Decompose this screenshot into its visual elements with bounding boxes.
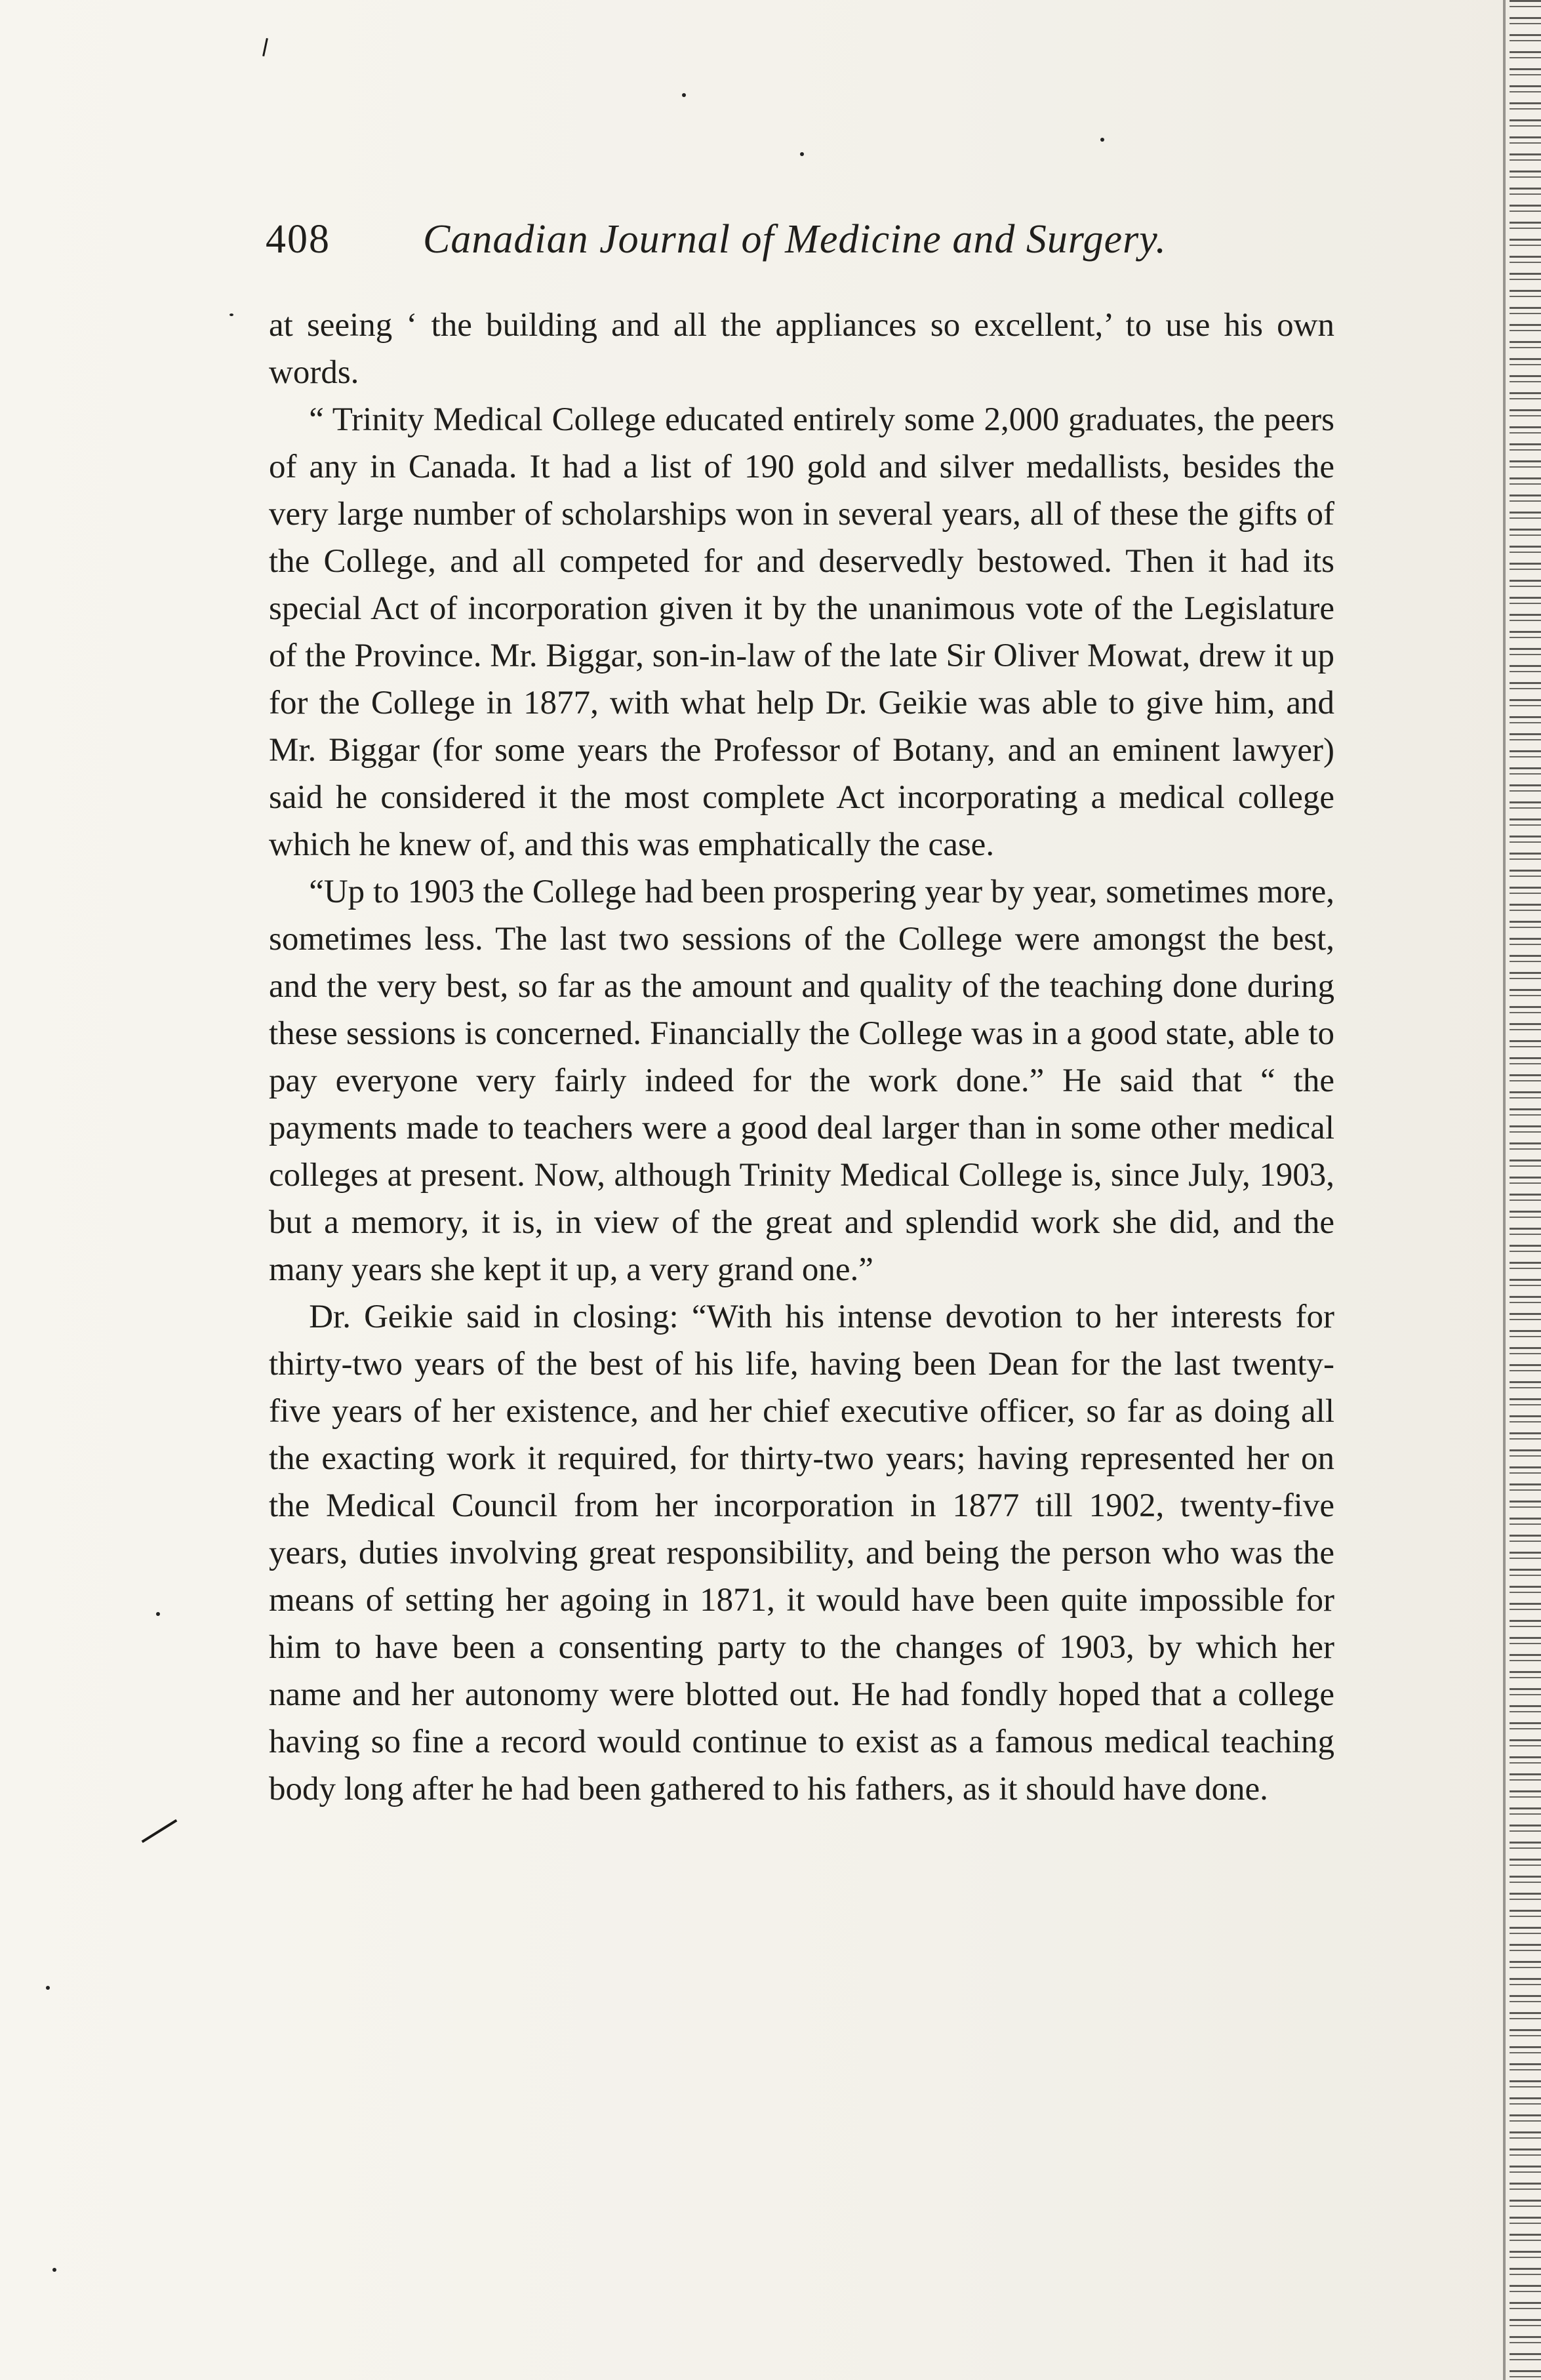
scan-mark-top xyxy=(262,38,268,56)
running-head xyxy=(266,216,1348,275)
scan-speck xyxy=(52,2268,56,2272)
scan-speck xyxy=(800,152,804,156)
scan-speck xyxy=(156,1612,160,1616)
scan-speck xyxy=(1100,138,1104,142)
page-number: 408 xyxy=(266,217,330,262)
paragraph-continuation: at seeing ‘ the building and all the appliances so excellent,’ to use his own words. xyxy=(269,307,1334,391)
paragraph-trinity-college: “ Trinity Medical College educated entirely some 2,000 graduates, the peers of any in Canada. It had a list of 190 gold and silver medallists, besides the very large number of scholarships won in several years, all of these the gifts of the College, and all competed for and deservedly bestowed. Then it had its special Act of incorporation given it by the unanimous vote of the Legislature of the Province. Mr. Biggar, son-in-law of the late Sir Oliver Mowat, drew it up for the College in 1877, with what help Dr. Geikie was able to give him, and Mr. Biggar (for some years the Professor of Botany, and an eminent lawyer) said he considered it the most complete Act incorporating a medical college which he knew of, and this was emphatically the case. xyxy=(269,401,1334,863)
scan-mark-left xyxy=(142,1819,178,1843)
scan-speck xyxy=(682,93,686,97)
journal-title: Canadian Journal of Medicine and Surgery. xyxy=(423,217,1167,262)
page-binding-edge xyxy=(1510,0,1541,2380)
article-body xyxy=(269,302,1334,1813)
scan-speck xyxy=(46,1986,50,1990)
scan-speck xyxy=(230,313,233,316)
paragraph-geikie-closing: Dr. Geikie said in closing: “With his intense devotion to her interests for thirty-two years of the best of his life, having been Dean for the last twenty-five years of her existence, and her chief executive officer, so far as doing all the exacting work it required, for thirty-two years; having represented her on the Medical Council from her incorporation in 1877 till 1902, twenty-five years, duties involving great responsibility, and being the person who was the means of setting her agoing in 1871, it would have been quite impossible for him to have been a consenting party to the changes of 1903, by which her name and her autonomy were blotted out. He had fondly hoped that a college having so fine a record would continue to exist as a famous medical teaching body long after he had been gathered to his fathers, as it should have done. xyxy=(269,1299,1334,1807)
paragraph-up-to-1903: “Up to 1903 the College had been prospering year by year, sometimes more, sometimes less. The last two sessions of the College were amongst the best, and the very best, so far as the amount and quality of the teaching done during these sessions is concerned. Financially the College was in a good state, able to pay everyone very fairly indeed for the work done.” He said that “ the payments made to teachers were a good deal larger than in some other medical colleges at present. Now, although Trinity Medical College is, since July, 1903, but a memory, it is, in view of the great and splendid work she did, and the many years she kept it up, a very grand one.” xyxy=(269,874,1334,1288)
